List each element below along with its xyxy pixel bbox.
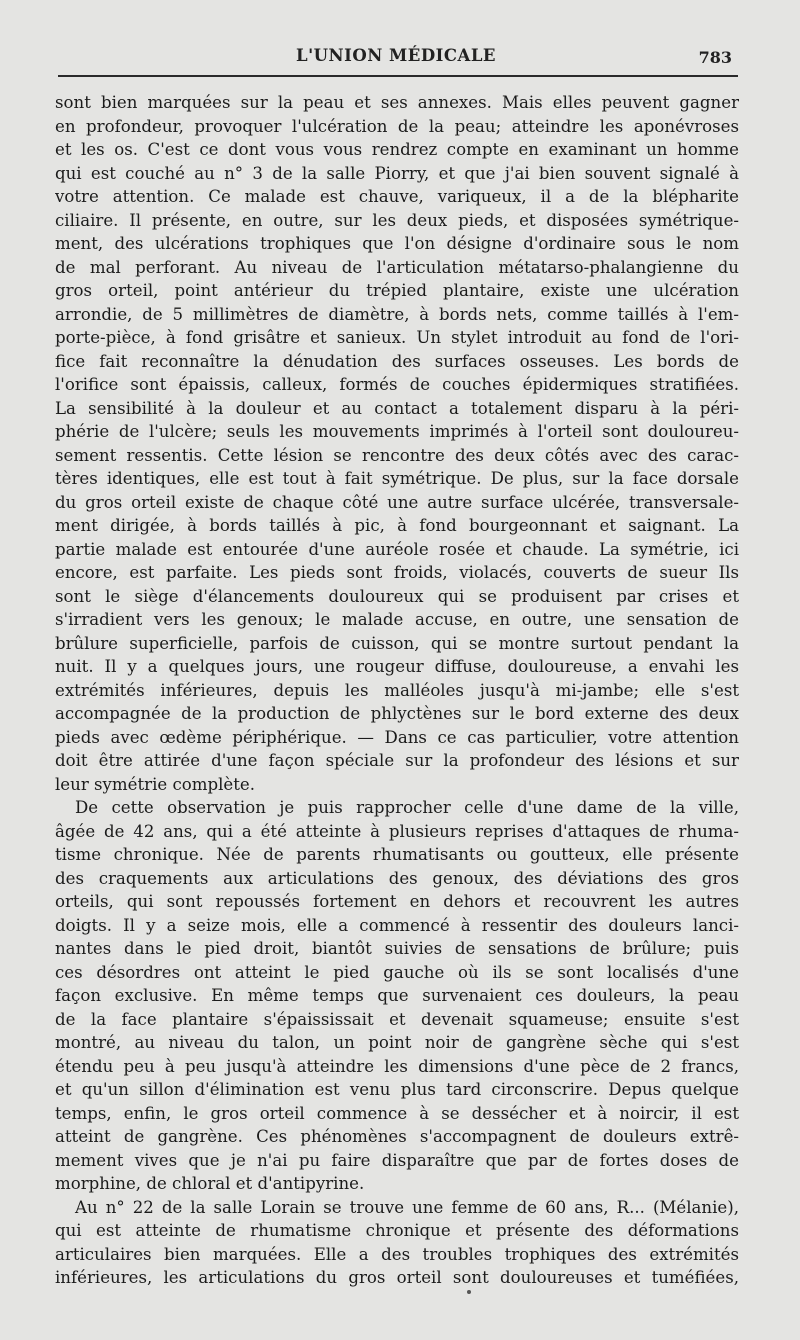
text-line: l'orifice sont épaissis, calleux, formés de couches épidermiques stratifiées. bbox=[55, 375, 739, 394]
text-line: phérie de l'ulcère; seuls les mouvements imprimés à l'orteil sont douloureu- bbox=[55, 422, 739, 441]
body-text bbox=[55, 91, 739, 1290]
text-line: étendu peu à peu jusqu'à atteindre les dimensions d'une pèce de 2 francs, bbox=[55, 1056, 739, 1076]
text-line: temps, enfin, le gros orteil commence à se dessécher et à noircir, il est bbox=[55, 1103, 739, 1123]
text-line: montré, au niveau du talon, un point noir de gangrène sèche qui s'est bbox=[55, 1033, 739, 1052]
text-line: votre attention. Ce malade est chauve, variqueux, il a de la blépharite bbox=[55, 187, 739, 206]
text-line: pieds avec œdème périphérique. — Dans ce cas particulier, votre attention bbox=[55, 727, 739, 747]
text-line: atteint de gangrène. Ces phénomènes s'accompagnent de douleurs extrê- bbox=[55, 1127, 739, 1146]
text-line: La sensibilité à la douleur et au contact a totalement disparu à la péri- bbox=[55, 398, 739, 418]
text-line: en profondeur, provoquer l'ulcération de la peau; atteindre les aponévroses bbox=[55, 116, 739, 136]
page-number: 783 bbox=[698, 48, 732, 67]
text-line: De cette observation je puis rapprocher celle d'une dame de la ville, bbox=[75, 798, 739, 817]
text-line: nantes dans le pied droit, biantôt suivies de sensations de brûlure; puis bbox=[55, 939, 739, 958]
text-line: s'irradient vers les genoux; le malade accuse, en outre, une sensation de bbox=[55, 610, 739, 629]
text-line: et les os. C'est ce dont vous vous rendrez compte en examinant un homme bbox=[55, 140, 739, 159]
text-line: leur symétrie complète. bbox=[55, 774, 256, 794]
text-line: inférieures, les articulations du gros orteil sont douloureuses et tuméfiées, bbox=[55, 1268, 739, 1287]
text-line: doigts. Il y a seize mois, elle a commencé à ressentir des douleurs lanci- bbox=[55, 915, 739, 935]
page-mark bbox=[467, 1290, 471, 1294]
text-line: partie malade est entourée d'une auréole rosée et chaude. La symétrie, ici bbox=[55, 539, 739, 559]
text-line: doit être attirée d'une façon spéciale sur la profondeur des lésions et sur bbox=[55, 751, 739, 770]
text-line: mement vives que je n'ai pu faire disparaître que par de fortes doses de bbox=[55, 1150, 739, 1170]
text-line: encore, est parfaite. Les pieds sont froids, violacés, couverts de sueur Ils bbox=[55, 563, 739, 582]
text-line: tisme chronique. Née de parents rhumatisants ou goutteux, elle présente bbox=[55, 845, 739, 864]
text-line: tères identiques, elle est tout à fait symétrique. De plus, sur la face dorsale bbox=[55, 469, 739, 488]
text-line: du gros orteil existe de chaque côté une autre surface ulcérée, transversale- bbox=[55, 492, 739, 512]
text-line: sement ressentis. Cette lésion se rencontre des deux côtés avec des carac- bbox=[55, 445, 739, 465]
text-line: sont le siège d'élancements douloureux qui se produisent par crises et bbox=[55, 586, 739, 606]
text-line: qui est couché au n° 3 de la salle Piorry, et que j'ai bien souvent signalé à bbox=[55, 163, 739, 183]
text-line: extrémités inférieures, depuis les malléoles jusqu'à mi-jambe; elle s'est bbox=[55, 680, 739, 700]
text-line: gros orteil, point antérieur du trépied plantaire, existe une ulcération bbox=[55, 281, 739, 300]
text-line: arrondie, de 5 millimètres de diamètre, à bords nets, comme taillés à l'em- bbox=[55, 304, 739, 324]
header-rule bbox=[58, 75, 738, 77]
text-line: brûlure superficielle, parfois de cuisson, qui se montre surtout pendant la bbox=[55, 633, 739, 653]
text-line: ment, des ulcérations trophiques que l'on désigne d'ordinaire sous le nom bbox=[55, 234, 739, 253]
text-line: orteils, qui sont repoussés fortement en dehors et recouvrent les autres bbox=[55, 892, 739, 911]
running-head bbox=[56, 46, 736, 74]
text-line: porte-pièce, à fond grisâtre et sanieux. Un stylet introduit au fond de l'ori- bbox=[55, 328, 739, 347]
text-line: nuit. Il y a quelques jours, une rougeur diffuse, douloureuse, a envahi les bbox=[55, 657, 739, 676]
text-line: accompagnée de la production de phlyctènes sur le bord externe des deux bbox=[55, 704, 739, 723]
text-line: Au n° 22 de la salle Lorain se trouve une femme de 60 ans, R... (Mélanie), bbox=[75, 1197, 739, 1217]
text-line: ment dirigée, à bords taillés à pic, à fond bourgeonnant et saignant. La bbox=[55, 516, 739, 535]
text-line: ces désordres ont atteint le pied gauche où ils se sont localisés d'une bbox=[55, 962, 739, 982]
text-line: articulaires bien marquées. Elle a des troubles trophiques des extrémités bbox=[55, 1244, 739, 1264]
text-line: morphine, de chloral et d'antipyrine. bbox=[55, 1174, 365, 1193]
text-line: et qu'un sillon d'élimination est venu plus tard circonscrire. Depus quelque bbox=[55, 1080, 739, 1099]
text-line: de mal perforant. Au niveau de l'articulation métatarso-phalangienne du bbox=[55, 257, 739, 277]
journal-title: L'UNION MÉDICALE bbox=[295, 46, 497, 65]
text-line: âgée de 42 ans, qui a été atteinte à plusieurs reprises d'attaques de rhuma- bbox=[55, 821, 739, 841]
text-line: façon exclusive. En même temps que survenaient ces douleurs, la peau bbox=[55, 986, 739, 1005]
text-line: des craquements aux articulations des genoux, des déviations des gros bbox=[55, 868, 739, 888]
text-line: sont bien marquées sur la peau et ses annexes. Mais elles peuvent gagner bbox=[55, 93, 739, 112]
text-line: qui est atteinte de rhumatisme chronique et présente des déformations bbox=[55, 1221, 739, 1240]
text-line: fice fait reconnaître la dénudation des surfaces osseuses. Les bords de bbox=[55, 351, 739, 371]
text-line: ciliaire. Il présente, en outre, sur les deux pieds, et disposées symétrique- bbox=[55, 210, 739, 230]
text-line: de la face plantaire s'épaississait et devenait squameuse; ensuite s'est bbox=[55, 1009, 739, 1029]
